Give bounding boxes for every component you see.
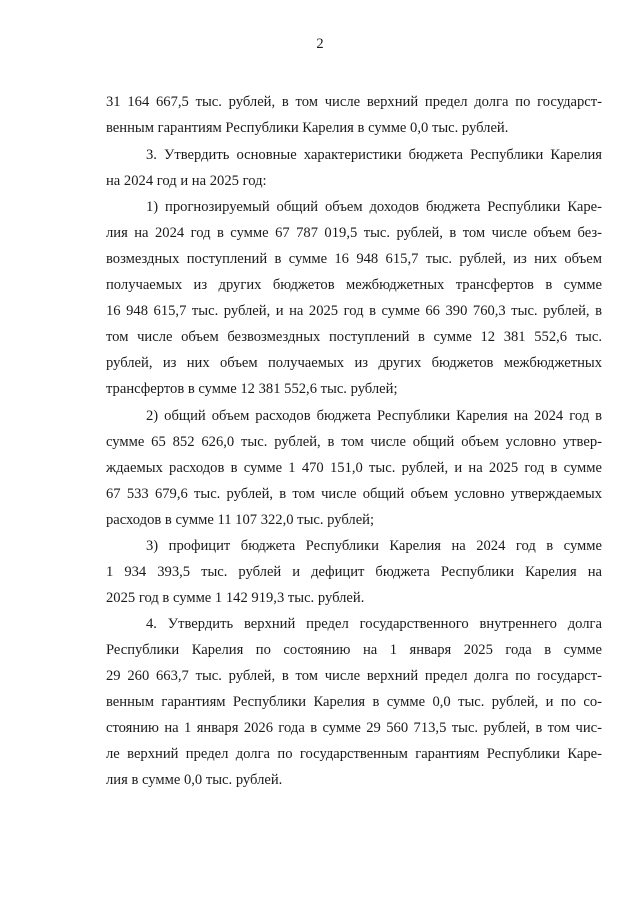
text-line: трансфертов в сумме 12 381 552,6 тыс. рублей;	[106, 381, 398, 397]
text-line: ждаемых расходов в сумме 1 470 151,0 тыс. рублей, и на 2025 год в сумме	[106, 460, 602, 476]
page-number: 2	[316, 36, 324, 52]
text-line: лия в сумме 0,0 тыс. рублей.	[106, 772, 283, 788]
paragraph-start: 2) общий объем расходов бюджета Республики Карелия на 2024 год в	[146, 408, 602, 424]
text-line: расходов в сумме 11 107 322,0 тыс. рублей;	[106, 512, 375, 528]
paragraph-start: 1) прогнозируемый общий объем доходов бюджета Республики Каре-	[146, 199, 602, 215]
paragraph-start: 4. Утвердить верхний предел государственного внутреннего долга	[146, 616, 602, 632]
text-line: 67 533 679,6 тыс. рублей, в том числе общий объем условно утверждаемых	[106, 486, 602, 502]
text-line: венным гарантиям Республики Карелия в сумме 0,0 тыс. рублей.	[106, 120, 509, 136]
text-line: том числе объем безвозмездных поступлений в сумме 12 381 552,6 тыс.	[106, 329, 602, 345]
text-line: получаемых из других бюджетов межбюджетных трансфертов в сумме	[106, 277, 602, 293]
paragraph-start: 3) профицит бюджета Республики Карелия на 2024 год в сумме	[146, 538, 602, 554]
text-line: стоянию на 1 января 2026 года в сумме 29 560 713,5 тыс. рублей, в том чис-	[106, 720, 602, 736]
text-line: 31 164 667,5 тыс. рублей, в том числе верхний предел долга по государст-	[106, 94, 602, 110]
text-line: рублей, из них объем получаемых из других бюджетов межбюджетных	[106, 355, 602, 371]
text-line: Республики Карелия по состоянию на 1 января 2025 года в сумме	[106, 642, 602, 658]
text-line: 1 934 393,5 тыс. рублей и дефицит бюджета Республики Карелия на	[106, 564, 602, 580]
text-line: сумме 65 852 626,0 тыс. рублей, в том числе общий объем условно утвер-	[106, 434, 602, 450]
text-line: 29 260 663,7 тыс. рублей, в том числе верхний предел долга по государст-	[106, 668, 602, 684]
text-line: лия на 2024 год в сумме 67 787 019,5 тыс. рублей, в том числе объем без-	[106, 225, 602, 241]
text-line: 2025 год в сумме 1 142 919,3 тыс. рублей.	[106, 590, 365, 606]
text-line: ле верхний предел долга по государственным гарантиям Республики Каре-	[106, 746, 602, 762]
text-line: на 2024 год и на 2025 год:	[106, 173, 267, 189]
text-line: венным гарантиям Республики Карелия в сумме 0,0 тыс. рублей, и по со-	[106, 694, 602, 710]
paragraph-start: 3. Утвердить основные характеристики бюджета Республики Карелия	[146, 147, 602, 163]
text-line: возмездных поступлений в сумме 16 948 615,7 тыс. рублей, из них объем	[106, 251, 602, 267]
text-line: 16 948 615,7 тыс. рублей, и на 2025 год в сумме 66 390 760,3 тыс. рублей, в	[106, 303, 602, 319]
